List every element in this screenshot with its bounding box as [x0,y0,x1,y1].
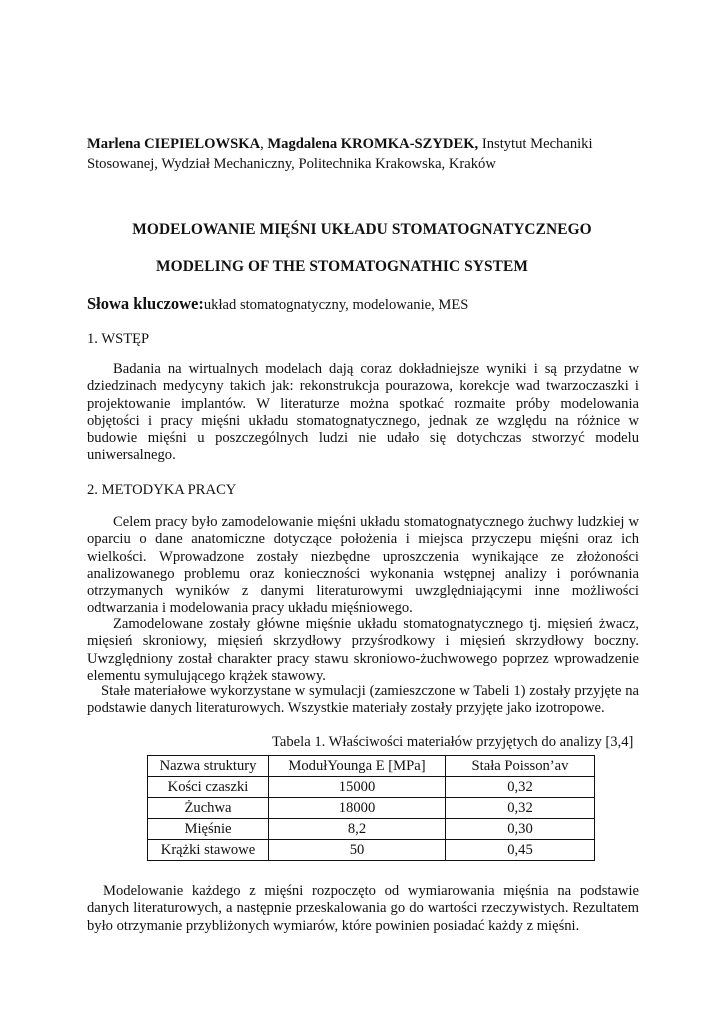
table-cell: Krążki stawowe [148,840,269,861]
section-heading-methods: 2. METODYKA PRACY [87,482,237,498]
table-header-row [148,756,595,777]
table-header-cell: Nazwa struktury [148,756,269,777]
keywords-line [87,294,647,315]
author-2: Magdalena KROMKA-SZYDEK, [267,136,479,152]
table-header-cell: ModułYounga E [MPa] [269,756,446,777]
table-header-cell: Stała Poisson’av [446,756,595,777]
table-row [148,798,595,819]
title-english: MODELING OF THE STOMATOGNATHIC SYSTEM [156,258,528,275]
author-1: Marlena CIEPIELOWSKA [87,136,261,152]
author-separator: , [260,136,268,152]
closing-paragraph: Modelowanie każdego z mięśni rozpoczęto od wymiarowania mięśnia na podstawie danych literaturowych, a następnie przeskalowania go do wartości rzeczywistych. Rezultatem było otrzymanie przybliżonych wymiarów, które powinien posiadać każdy z mięśni. [87,883,639,934]
intro-paragraph: Badania na wirtualnych modelach dają coraz dokładniejsze wyniki i są przydatne w dziedzinach medycyny takich jak: rekonstrukcja pourazowa, korekcje wad twarzoczaszki i projektowanie implantów. W literaturze można spotkać rozmaite próby modelowania objętości i pracy mięśni układu stomatognatycznego, jednak ze względu na różnice w budowie mięśni u poszczególnych ludzi nie udało się dotychczas stworzyć modelu uniwersalnego. [87,361,639,464]
keywords-text: układ stomatognatyczny, modelowanie, MES [203,297,469,313]
table-row [148,819,595,840]
methods-paragraph-2: Zamodelowane zostały główne mięśnie układu stomatognatycznego tj. mięsień żwacz, mięsień skroniowy, mięsień skrzydłowy przyśrodkowy i mięsień skrzydłowy boczny. Uwzględniony został charakter pracy stawu skroniowo-żuchwowego poprzez wprowadzenie elementu symulującego krążek stawowy. [87,616,639,684]
materials-table [147,755,595,861]
title-polish: MODELOWANIE MIĘŚNI UKŁADU STOMATOGNATYCZNEGO [132,221,592,238]
table-cell: 0,32 [446,777,595,798]
table-cell: 0,30 [446,819,595,840]
table-cell: 0,32 [446,798,595,819]
authors-block [87,134,642,174]
section-heading-intro: 1. WSTĘP [87,331,150,347]
table-cell: 18000 [269,798,446,819]
table-cell: Mięśnie [148,819,269,840]
table-row [148,777,595,798]
table-cell: Żuchwa [148,798,269,819]
table-cell: 50 [269,840,446,861]
table-cell: 15000 [269,777,446,798]
affiliation: Instytut Mechaniki Stosowanej, Wydział Mechaniczny, Politechnika Krakowska, Kraków [87,136,593,172]
methods-paragraph-3: Stałe materiałowe wykorzystane w symulacji (zamieszczone w Tabeli 1) zostały przyjęte na podstawie danych literaturowych. Wszystkie materiały zostały przyjęte jako izotropowe. [87,683,639,717]
keywords-label: Słowa kluczowe: [87,294,204,313]
table-caption: Tabela 1. Właściwości materiałów przyjętych do analizy [3,4] [272,734,634,750]
table-cell: Kości czaszki [148,777,269,798]
table-row [148,840,595,861]
table-cell: 8,2 [269,819,446,840]
table-cell: 0,45 [446,840,595,861]
methods-paragraph-1: Celem pracy było zamodelowanie mięśni układu stomatognatycznego żuchwy ludzkiej w oparciu o dane anatomiczne dotyczące położenia i miejsca przyczepu mięśni oraz ich wielkości. Wprowadzone zostały niezbędne uproszczenia wynikające ze złożoności analizowanego problemu oraz konieczności wykonania wstępnej analizy i porównania otrzymanych wyników z danymi literaturowymi uwzględniającymi inne możliwości odtwarzania i modelowania pracy układu mięśniowego. [87,514,639,617]
